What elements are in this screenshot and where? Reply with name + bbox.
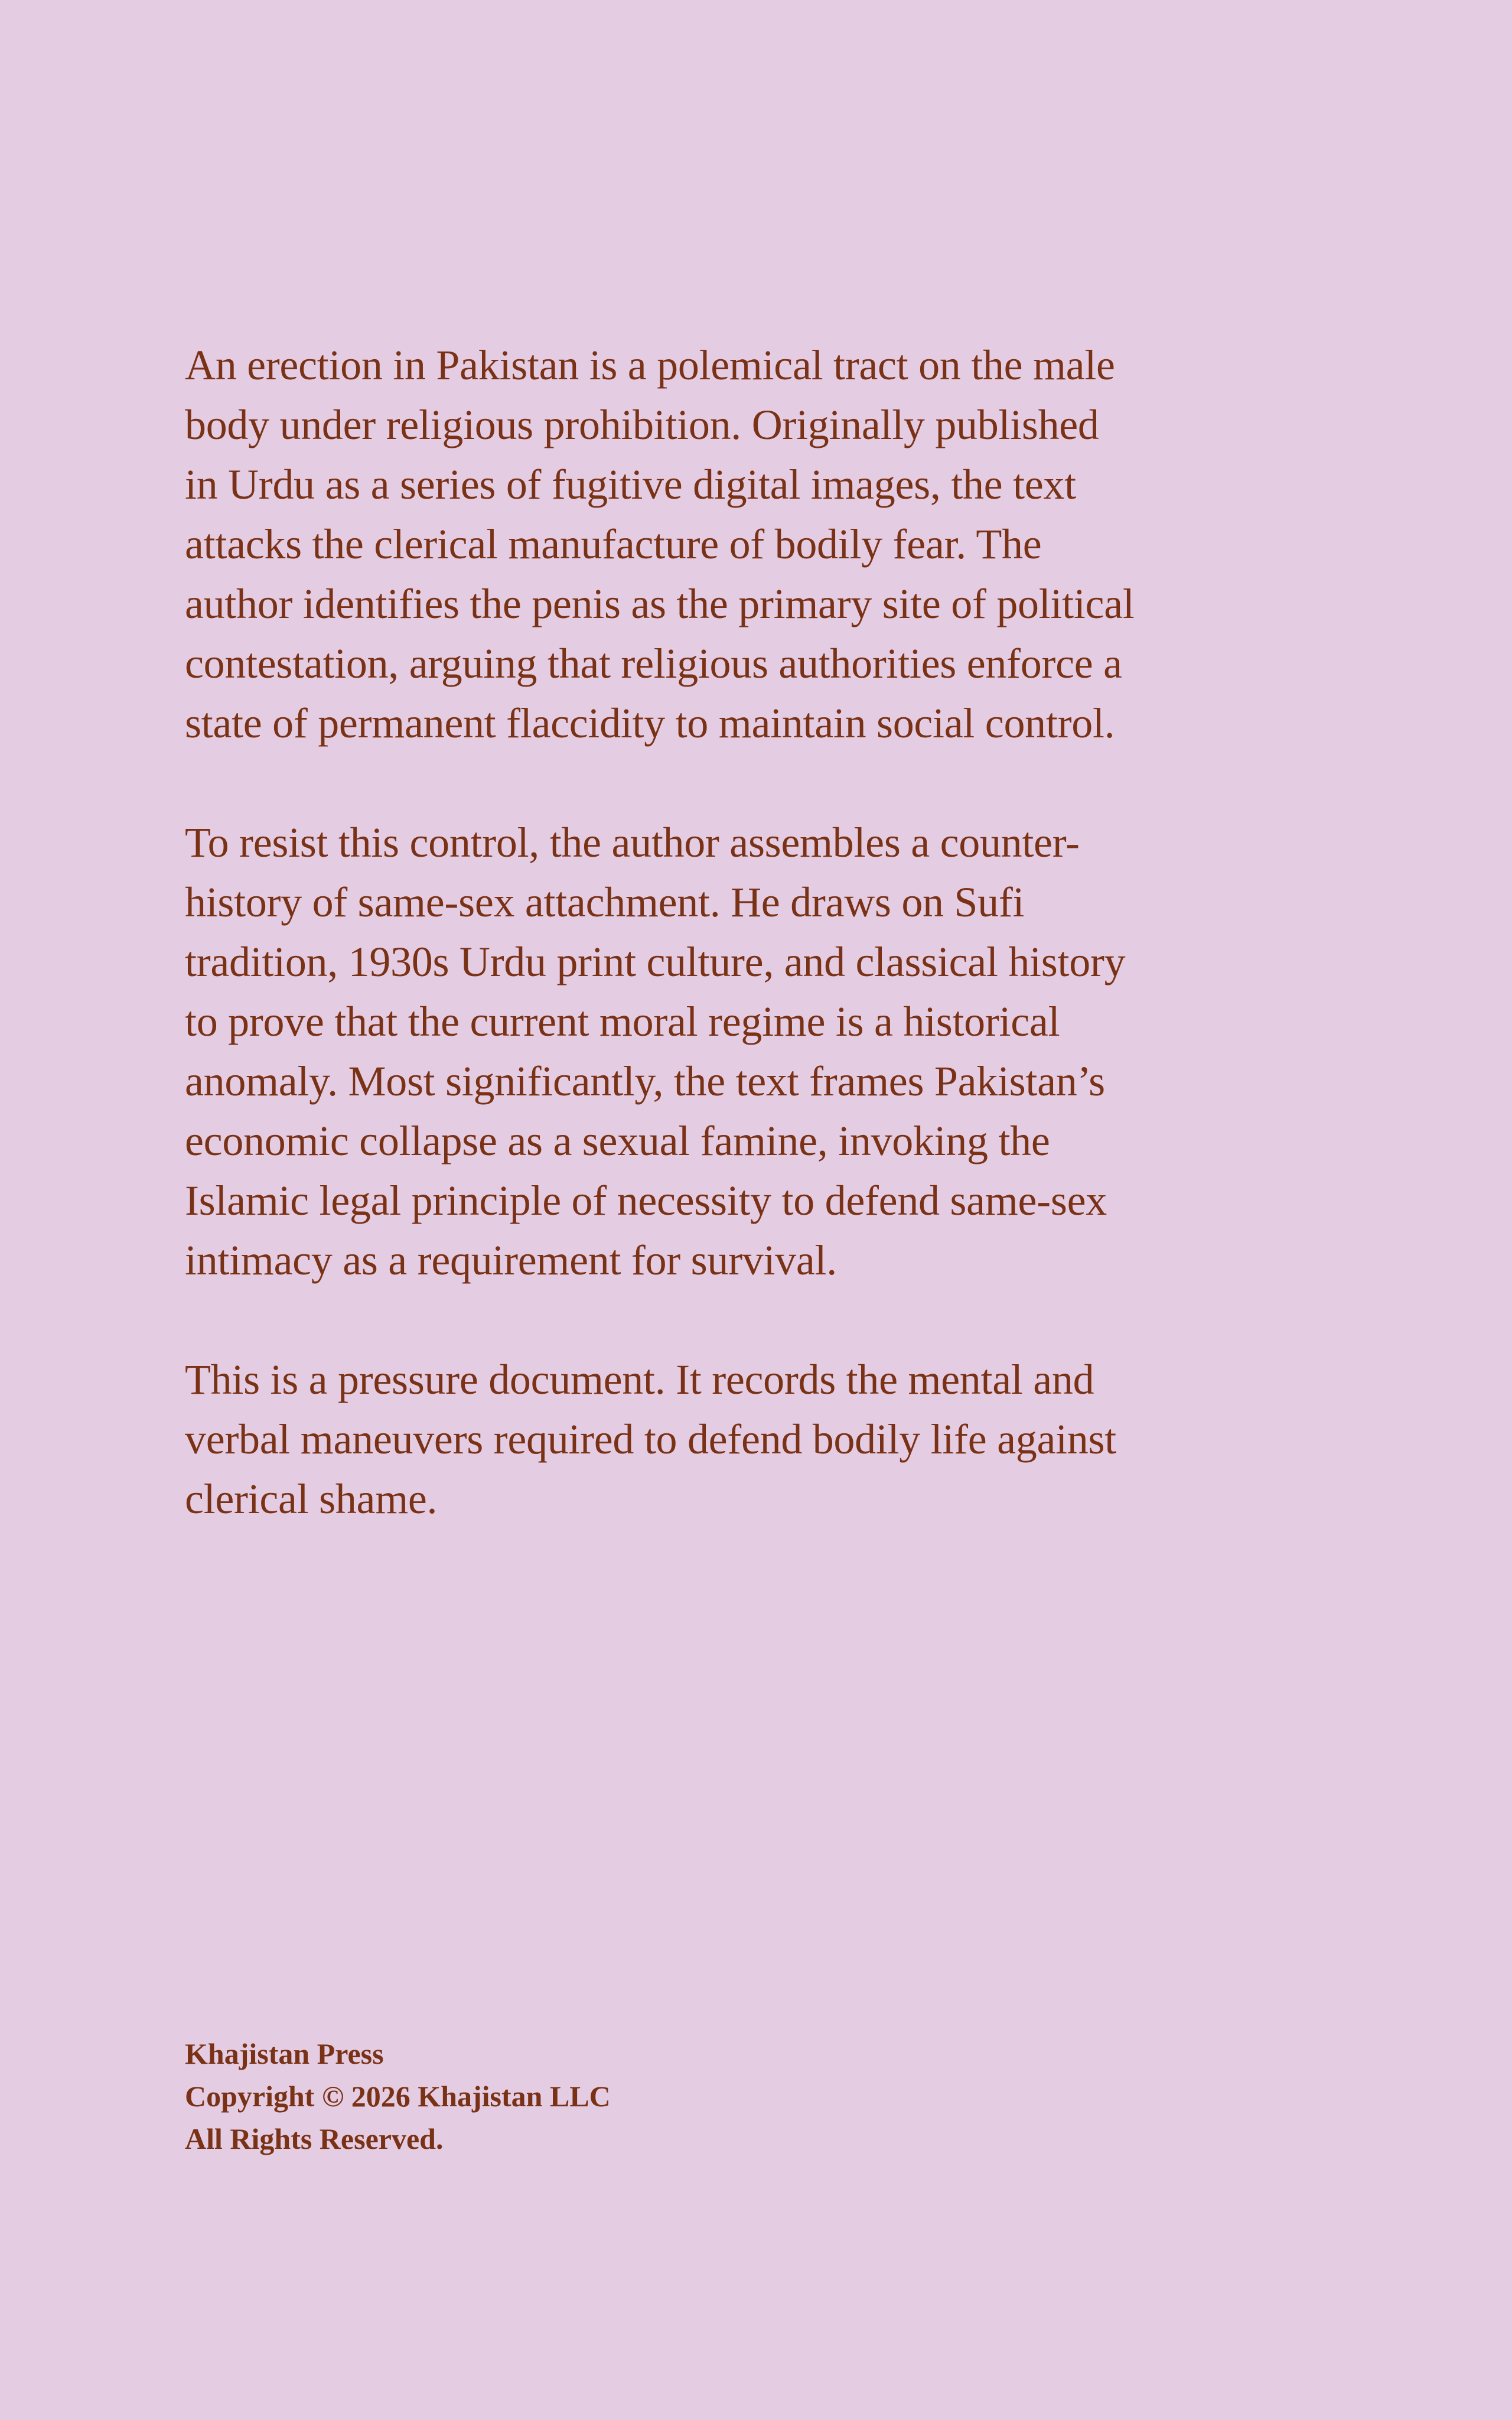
blurb-paragraph-2 [185,813,1319,1290]
blurb-line: contestation, arguing that religious authorities enforce a [185,640,1122,687]
blurb-line: clerical shame. [185,1475,438,1523]
blurb-line: body under religious prohibition. Originally published [185,401,1099,448]
blurb-line: to prove that the current moral regime is a historical [185,998,1060,1045]
blurb-line: tradition, 1930s Urdu print culture, and classical history [185,938,1126,985]
blurb-line: history of same-sex attachment. He draws on Sufi [185,879,1025,926]
blurb-line: economic collapse as a sexual famine, invoking the [185,1117,1050,1165]
publisher-name: Khajistan Press [185,2037,384,2070]
blurb-paragraph-3 [185,1350,1319,1529]
imprint [185,2032,1012,2160]
copyright-line: Copyright © 2026 Khajistan LLC [185,2080,611,2113]
blurb-line: attacks the clerical manufacture of bodily fear. The [185,521,1042,568]
blurb-line: Islamic legal principle of necessity to defend same-sex [185,1177,1107,1224]
blurb-line: intimacy as a requirement for survival. [185,1237,837,1284]
blurb-line: in Urdu as a series of fugitive digital images, the text [185,461,1076,508]
blurb-line: author identifies the penis as the primary site of political [185,580,1135,627]
rights-line: All Rights Reserved. [185,2122,444,2155]
blurb-line: state of permanent flaccidity to maintain social control. [185,700,1115,747]
blurb-line: This is a pressure document. It records the mental and [185,1356,1094,1403]
blurb-line: anomaly. Most significantly, the text frames Pakistan’s [185,1058,1105,1105]
blurb-paragraph-1 [185,336,1319,753]
blurb-line: An erection in Pakistan is a polemical tract on the male [185,341,1115,389]
blurb-line: verbal maneuvers required to defend bodily life against [185,1416,1116,1463]
blurb-line: To resist this control, the author assembles a counter- [185,819,1080,866]
blurb-text [185,336,1319,1589]
